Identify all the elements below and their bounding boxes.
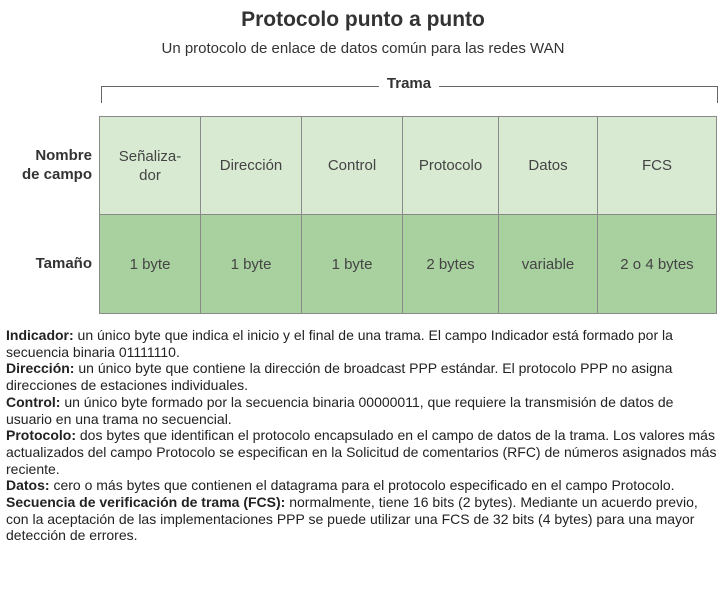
description-item <box>6 494 720 544</box>
description-item <box>6 477 720 494</box>
field-size-row <box>100 215 717 314</box>
row-label-field-name <box>0 146 92 184</box>
field-cell-senalizador <box>100 117 201 215</box>
field-name-line2: dor <box>139 166 161 184</box>
page-title: Protocolo punto a punto <box>241 8 485 31</box>
size-cell-control: 1 byte <box>302 215 403 314</box>
description-term: Control: <box>6 393 61 410</box>
field-cell-protocolo: Protocolo <box>403 117 499 215</box>
description-text: cero o más bytes que contienen el datagrama para el protocolo especificado en el campo Protocolo. <box>49 477 675 494</box>
description-item <box>6 394 720 427</box>
size-cell-fcs: 2 o 4 bytes <box>598 215 717 314</box>
ppp-frame-table <box>99 116 717 314</box>
field-cell-fcs: FCS <box>598 117 717 215</box>
description-term: Protocolo: <box>6 427 76 444</box>
description-text: dos bytes que identifican el protocolo encapsulado en el campo de datos de la trama. Los valores más actualizados del campo Protocolo se especifican en la Solicitud de comentarios (RFC) de números asignados más reciente. <box>6 427 717 477</box>
description-text: un único byte que indica el inicio y el final de una trama. El campo Indicador está formado por la secuencia binaria 01111110. <box>6 327 673 360</box>
size-cell-direccion: 1 byte <box>201 215 302 314</box>
field-cell-datos: Datos <box>499 117 598 215</box>
description-item <box>6 427 720 477</box>
size-cell-senalizador: 1 byte <box>100 215 201 314</box>
field-name-line1: Señaliza- <box>118 147 182 165</box>
description-text: normalmente, tiene 16 bits (2 bytes). Mediante un acuerdo previo, con la aceptación de las implementaciones PPP se puede utilizar una FCS de 32 bits (4 bytes) para una mayor detección de errores. <box>6 494 698 544</box>
description-text: un único byte formado por la secuencia binaria 00000011, que requiere la transmisión de datos de usuario en una trama no secuencial. <box>6 393 674 427</box>
row-label-size: Tamaño <box>35 255 92 272</box>
field-cell-direccion: Dirección <box>201 117 302 215</box>
size-cell-protocolo: 2 bytes <box>403 215 499 314</box>
frame-label <box>0 75 726 93</box>
description-term: Secuencia de verificación de trama (FCS): <box>6 494 286 511</box>
row-label-field-line2: de campo <box>21 166 92 183</box>
frame-label-text: Trama <box>379 75 439 92</box>
size-cell-datos: variable <box>499 215 598 314</box>
field-name-row <box>100 117 717 215</box>
description-term: Dirección: <box>6 360 75 377</box>
page-subtitle: Un protocolo de enlace de datos común para las redes WAN <box>161 40 565 57</box>
description-term: Datos: <box>6 477 50 494</box>
description-item <box>6 327 720 360</box>
description-text: un único byte que contiene la dirección de broadcast PPP estándar. El protocolo PPP no asigna direcciones de estaciones individuales. <box>6 360 673 394</box>
field-descriptions <box>6 327 720 544</box>
field-cell-control: Control <box>302 117 403 215</box>
description-term: Indicador: <box>6 327 74 343</box>
row-label-field-line1: Nombre <box>35 147 92 164</box>
description-item <box>6 360 720 393</box>
